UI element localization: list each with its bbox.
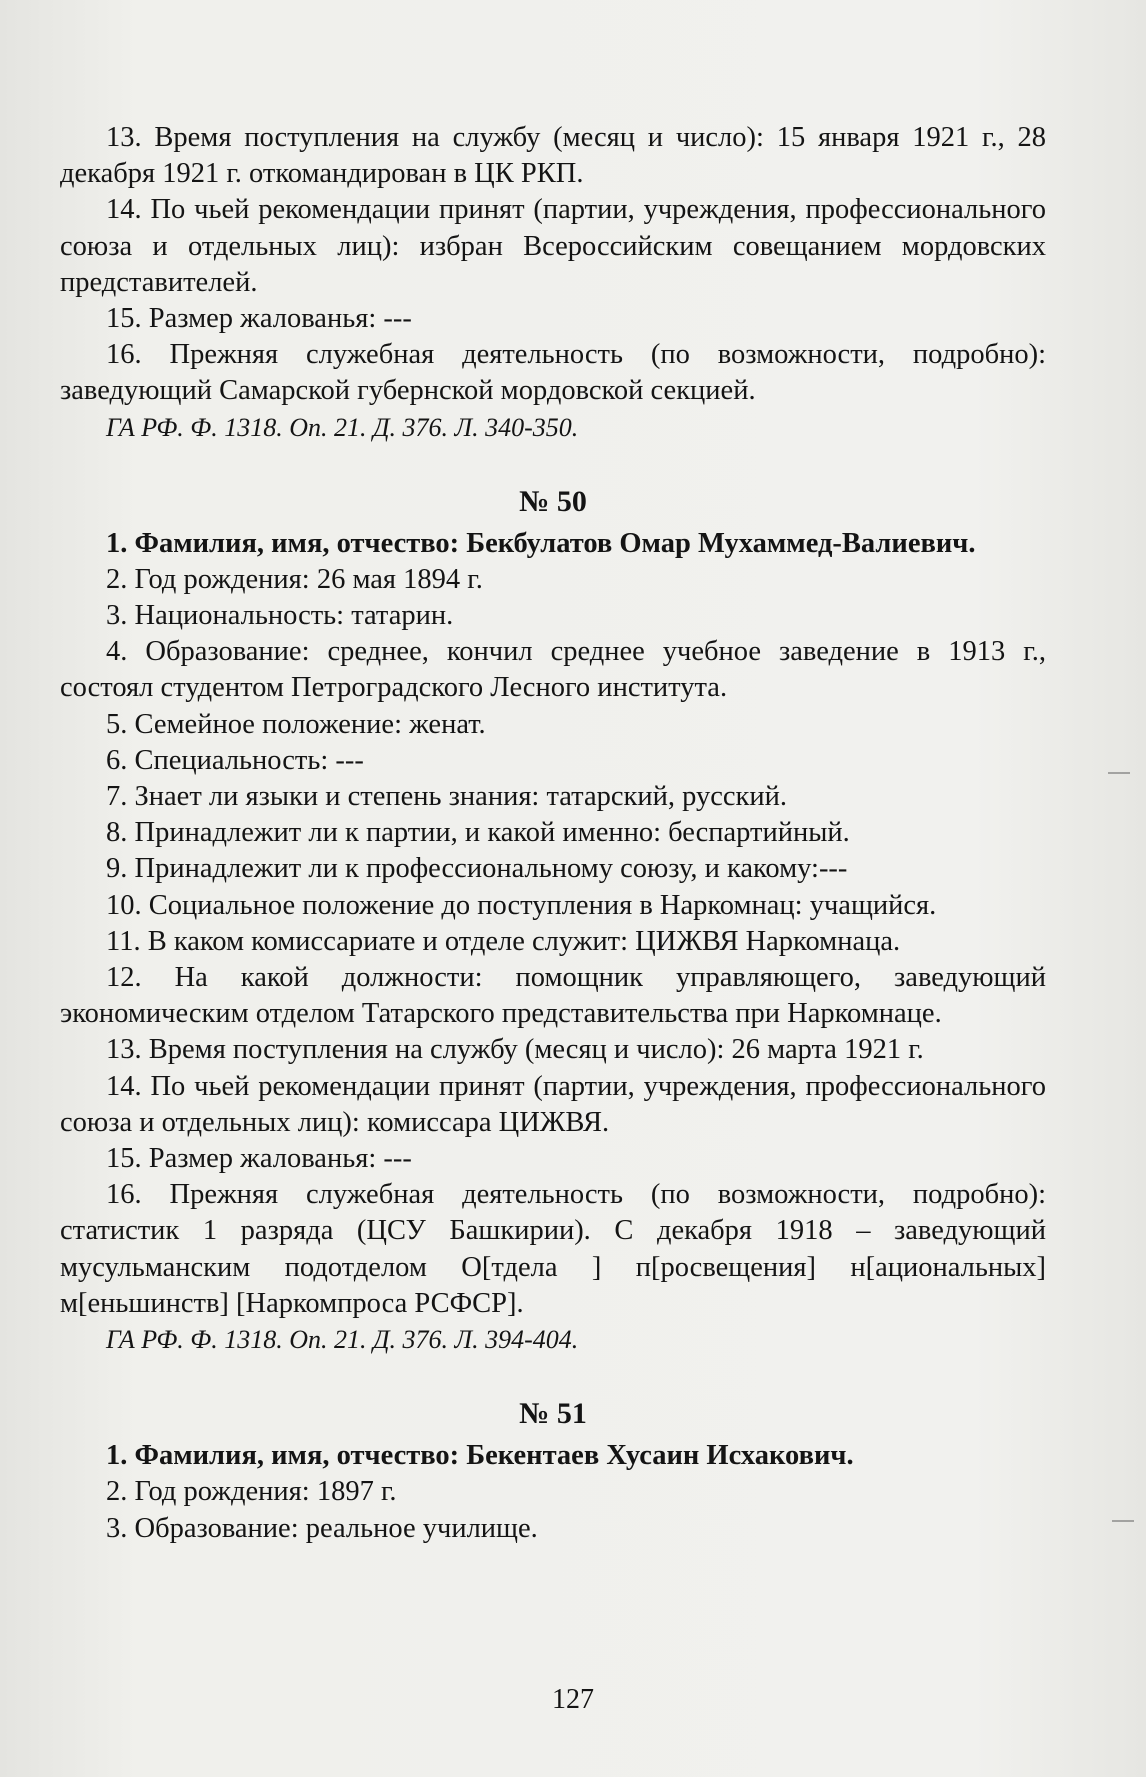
entry-number: № 50 <box>519 484 587 518</box>
entry-name: 1. Фамилия, имя, отчество: Бекбулатов Омар Мухаммед-Валиевич. <box>106 527 976 559</box>
entry-item: 12. На какой должности: помощник управляющего, заведующий экономическим отделом Татарского представительства при Наркомнаце. <box>60 962 1046 1030</box>
margin-mark <box>1108 772 1130 774</box>
archive-source: ГА РФ. Ф. 1318. Оп. 21. Д. 376. Л. 340-350. <box>106 412 579 442</box>
archive-source: ГА РФ. Ф. 1318. Оп. 21. Д. 376. Л. 394-404. <box>106 1325 579 1355</box>
entry-item: 2. Год рождения: 1897 г. <box>106 1476 397 1508</box>
entry-item: 8. Принадлежит ли к партии, и какой именно: беспартийный. <box>106 817 850 849</box>
entry-name: 1. Фамилия, имя, отчество: Бекентаев Хусаин Исхакович. <box>106 1440 854 1472</box>
entry-item: 15. Размер жалованья: --- <box>106 1143 412 1175</box>
paragraph-recommendation: 14. По чьей рекомендации принят (партии, учреждения, профессионального союза и отдельных лиц): избран Всероссийским совещанием мордовских представителей. <box>60 194 1046 298</box>
paragraph-previous-activity: 16. Прежняя служебная деятельность (по возможности, подробно): заведующий Самарской губернской мордовской секцией. <box>60 339 1046 407</box>
entry-item: 10. Социальное положение до поступления в Наркомнац: учащийся. <box>106 889 937 921</box>
entry-number: № 51 <box>519 1397 587 1431</box>
entry-51 <box>60 1396 1046 1547</box>
margin-mark <box>1112 1520 1134 1522</box>
entry-item: 3. Образование: реальное училище. <box>106 1512 538 1544</box>
entry-item: 6. Специальность: --- <box>106 744 364 776</box>
top-section <box>60 120 1046 446</box>
entry-item: 11. В каком комиссариате и отделе служит: ЦИЖВЯ Наркомнаца. <box>106 925 901 957</box>
entry-50 <box>60 484 1046 1358</box>
entry-item: 9. Принадлежит ли к профессиональному союзу, и какому:--- <box>106 853 848 885</box>
paragraph-service-start: 13. Время поступления на службу (месяц и число): 15 января 1921 г., 28 декабря 1921 г. откомандирован в ЦК РКП. <box>60 122 1046 190</box>
entry-item: 16. Прежняя служебная деятельность (по возможности, подробно): статистик 1 разряда (ЦСУ Башкирии). С декабря 1918 – заведующий мусульманским подотделом О[тдела ] п[росвещения] н[ациональных] м[еньшинств] [Наркомпроса РСФСР]. <box>60 1179 1046 1319</box>
page-number: 127 <box>552 1684 594 1715</box>
entry-item: 7. Знает ли языки и степень знания: татарский, русский. <box>106 781 788 813</box>
entry-item: 14. По чьей рекомендации принят (партии, учреждения, профессионального союза и отдельных лиц): комиссара ЦИЖВЯ. <box>60 1070 1046 1138</box>
paragraph-salary: 15. Размер жалованья: --- <box>106 303 412 335</box>
entry-item: 2. Год рождения: 26 мая 1894 г. <box>106 563 483 595</box>
entry-item: 13. Время поступления на службу (месяц и число): 26 марта 1921 г. <box>106 1034 924 1066</box>
entry-item: 5. Семейное положение: женат. <box>106 708 486 740</box>
entry-item: 3. Национальность: татарин. <box>106 600 454 632</box>
entry-item: 4. Образование: среднее, кончил среднее учебное заведение в 1913 г., состоял студентом Петроградского Лесного института. <box>60 636 1046 704</box>
